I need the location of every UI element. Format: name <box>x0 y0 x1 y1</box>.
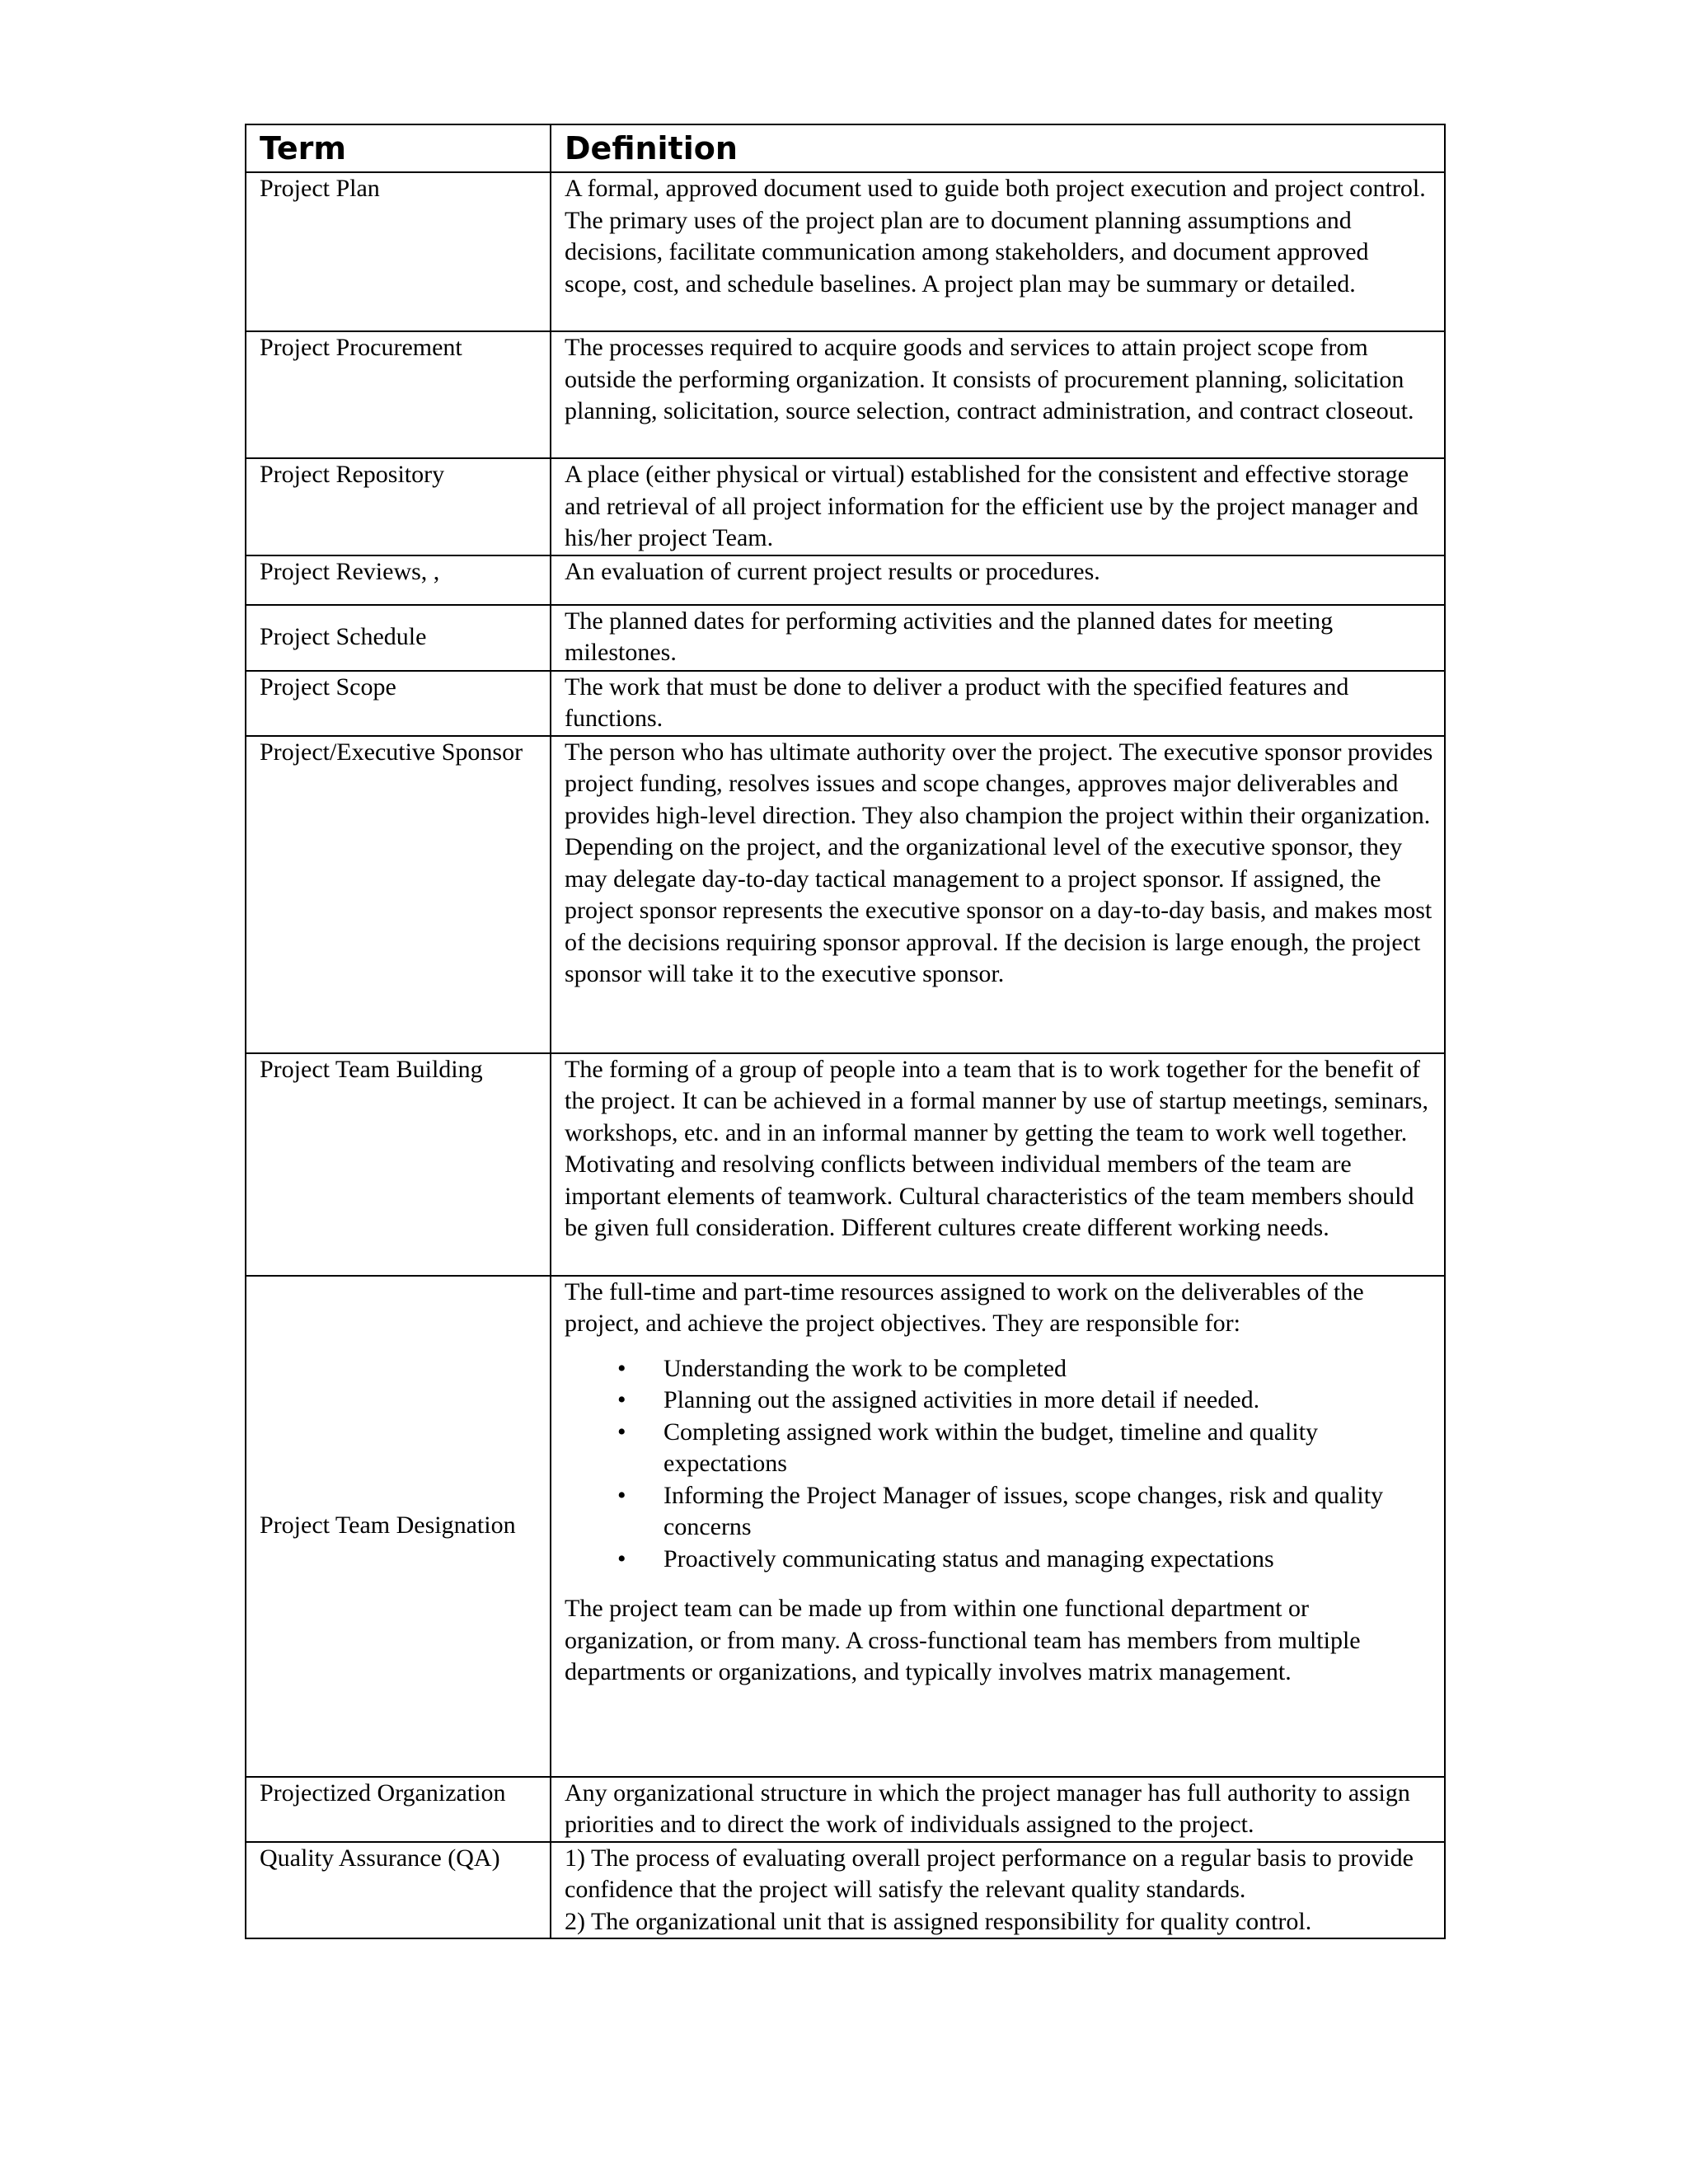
term-cell: Project Schedule <box>246 605 551 671</box>
column-header-definition: Definition <box>551 124 1445 172</box>
table-row <box>246 1842 1445 1939</box>
table-row <box>246 172 1445 331</box>
definition-cell: The work that must be done to deliver a product with the specified features and functions. <box>551 671 1445 736</box>
term-cell: Project Team Designation <box>246 1276 551 1777</box>
definition-cell: An evaluation of current project results or procedures. <box>551 555 1445 605</box>
bullet-icon: • <box>617 1354 626 1382</box>
bullet-icon: • <box>617 1386 626 1413</box>
term-cell: Project Plan <box>246 172 551 331</box>
bullet-icon: • <box>617 1544 626 1572</box>
definition-cell: The processes required to acquire goods and services to attain project scope from outside the performing organization. It consists of procurement planning, solicitation planning, solicitation, source selection, contract administration, and contract closeout. <box>551 331 1445 458</box>
definition-cell <box>551 1276 1445 1777</box>
definition-outro: The project team can be made up from within one functional department or organization, or from many. A cross-functional team has members from multiple departments or organizations, and typically involves matrix management. <box>565 1595 1361 1685</box>
table-row <box>246 458 1445 555</box>
definition-paragraph: 2) The organizational unit that is assigned responsibility for quality control. <box>565 1907 1312 1935</box>
definition-cell: A formal, approved document used to guide both project execution and project control. The primary uses of the project plan are to document planning assumptions and decisions, facilitate communication among stakeholders, and document approved scope, cost, and schedule baselines. A project plan may be summary or detailed. <box>551 172 1445 331</box>
definition-paragraph: The person who has ultimate authority over the project. The executive sponsor provides project funding, resolves issues and scope changes, approves major deliverables and provides high-level direction. They also champion the project within their organization. <box>565 738 1433 829</box>
table-row <box>246 1053 1445 1276</box>
definition-cell <box>551 1842 1445 1939</box>
definition-cell: Any organizational structure in which the project manager has full authority to assign priorities and to direct the work of individuals assigned to the project. <box>551 1777 1445 1842</box>
list-item: • Informing the Project Manager of issues, scope changes, risk and quality concerns <box>617 1481 1384 1540</box>
definition-cell: The forming of a group of people into a team that is to work together for the benefit of the project. It can be achieved in a formal manner by use of startup meetings, seminars, workshops, etc. and in an informal manner by getting the team to work well together. Motivating and resolving conflicts between individual members of the team are important elements of teamwork. Cultural characteristics of the team members should be given full consideration. Different cultures create different working needs. <box>551 1053 1445 1276</box>
definition-paragraph: 1) The process of evaluating overall project performance on a regular basis to provide confidence that the project will satisfy the relevant quality standards. <box>565 1844 1414 1903</box>
definition-cell: The planned dates for performing activities and the planned dates for meeting milestones. <box>551 605 1445 671</box>
table-header-row <box>246 124 1445 172</box>
term-cell: Project/Executive Sponsor <box>246 736 551 1053</box>
term-cell: Project Team Building <box>246 1053 551 1276</box>
term-cell: Project Procurement <box>246 331 551 458</box>
definition-intro: The full-time and part-time resources assigned to work on the deliverables of the project, and achieve the project objectives. They are responsible for: <box>565 1277 1364 1337</box>
table-row <box>246 331 1445 458</box>
table-row <box>246 555 1445 605</box>
list-item: • Planning out the assigned activities in more detail if needed. <box>663 1385 1436 1417</box>
column-header-term: Term <box>246 124 551 172</box>
table-row <box>246 736 1445 1053</box>
term-cell: Project Reviews, , <box>246 555 551 605</box>
term-cell: Projectized Organization <box>246 1777 551 1842</box>
list-item: • Proactively communicating status and managing expectations <box>663 1544 1436 1576</box>
table-row <box>246 1777 1445 1842</box>
table-row <box>246 671 1445 736</box>
term-cell: Quality Assurance (QA) <box>246 1842 551 1939</box>
list-item: • Completing assigned work within the budget, timeline and quality expectations <box>617 1418 1319 1477</box>
bullet-icon: • <box>617 1481 626 1509</box>
list-item: • Understanding the work to be completed <box>663 1353 1436 1385</box>
responsibility-list <box>565 1353 1436 1576</box>
bullet-icon: • <box>617 1418 626 1446</box>
term-cell: Project Scope <box>246 671 551 736</box>
table-row <box>246 1276 1445 1777</box>
glossary-table <box>245 124 1446 1939</box>
definition-cell: A place (either physical or virtual) established for the consistent and effective storage and retrieval of all project information for the efficient use by the project manager and his/her project Team. <box>551 458 1445 555</box>
term-cell: Project Repository <box>246 458 551 555</box>
definition-paragraph: Depending on the project, and the organizational level of the executive sponsor, they may delegate day-to-day tactical management to a project sponsor. If assigned, the project sponsor represents the executive sponsor on a day-to-day basis, and makes most of the decisions requiring sponsor approval. If the decision is large enough, the project sponsor will take it to the executive sponsor. <box>565 833 1432 987</box>
table-row <box>246 605 1445 671</box>
definition-cell <box>551 736 1445 1053</box>
